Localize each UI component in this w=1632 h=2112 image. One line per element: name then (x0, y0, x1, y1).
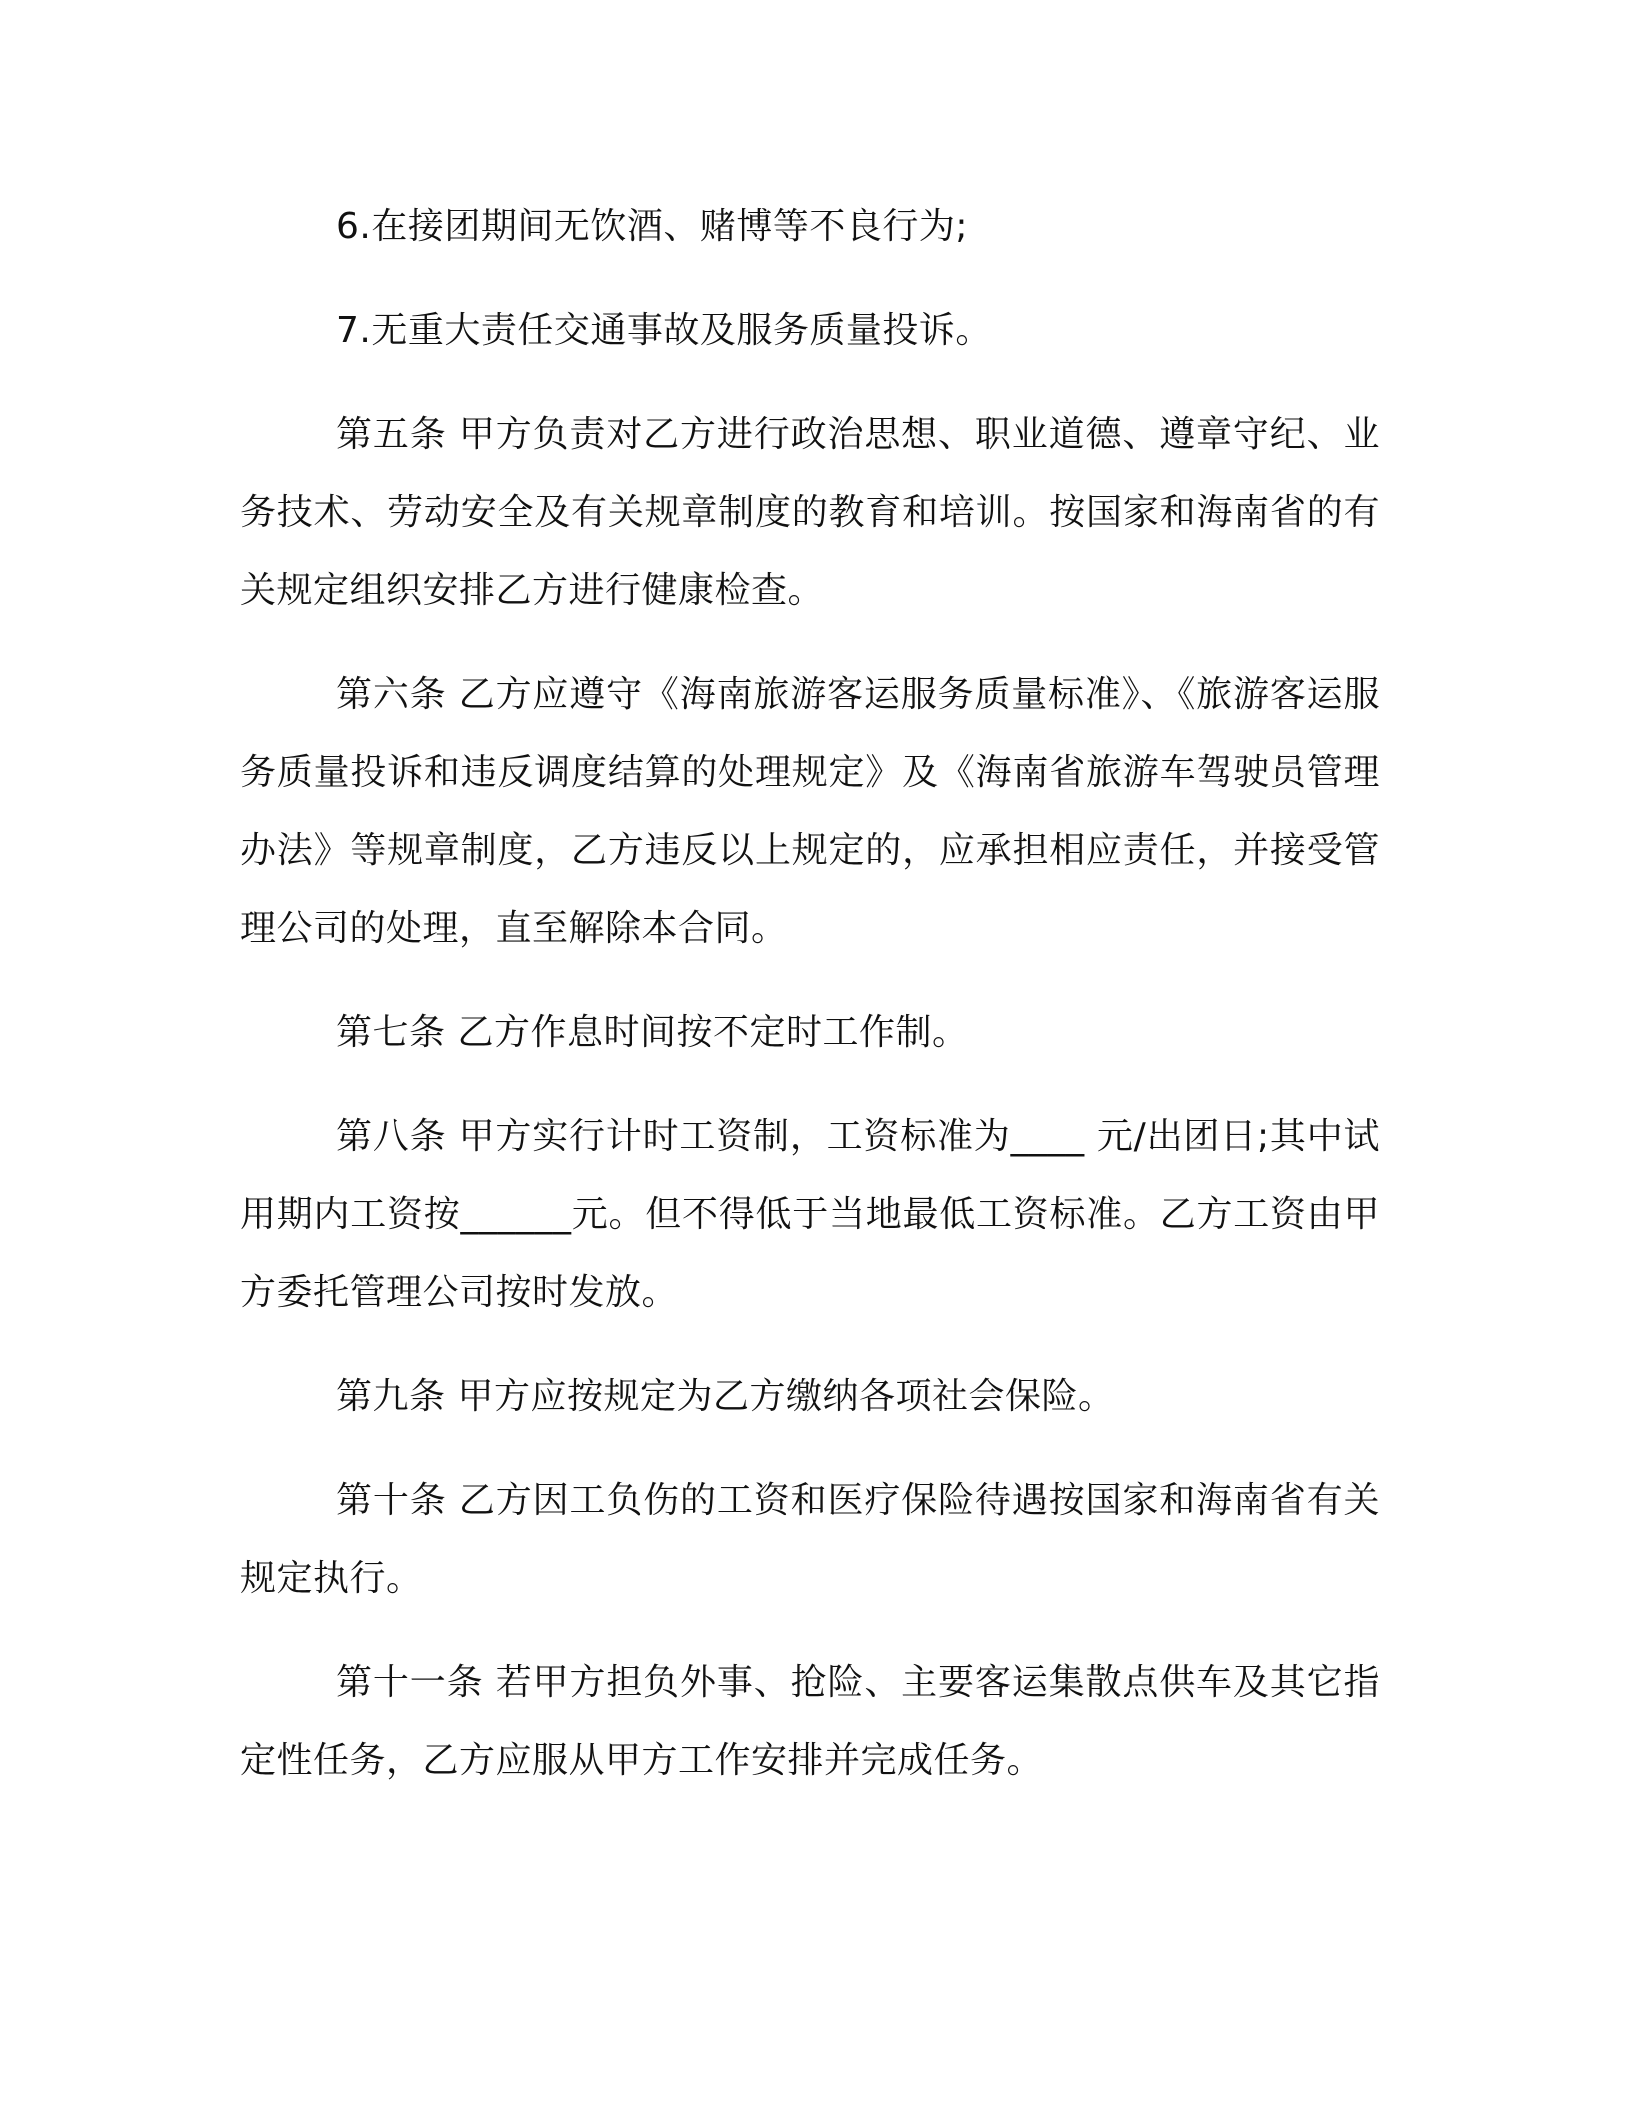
article-9: 第九条 甲方应按规定为乙方缴纳各项社会保险。 (336, 1376, 1115, 1417)
article-5: 第五条 甲方负责对乙方进行政治思想、职业道德、遵章守纪、业务技术、劳动安全及有关规章制度的教育和培训。按国家和海南省的有关规定组织安排乙方进行健康检查。 (240, 414, 1380, 611)
clause-7-item: 7.无重大责任交通事故及服务质量投诉。 (336, 310, 992, 351)
article-7: 第七条 乙方作息时间按不定时工作制。 (336, 1012, 969, 1053)
article-6: 第六条 乙方应遵守《海南旅游客运服务质量标准》、《旅游客运服务质量投诉和违反调度结算的处理规定》及《海南省旅游车驾驶员管理办法》等规章制度，乙方违反以上规定的，应承担相应责任，并接受管理公司的处理，直至解除本合同。 (240, 674, 1380, 949)
article-11: 第十一条 若甲方担负外事、抢险、主要客运集散点供车及其它指定性任务，乙方应服从甲方工作安排并完成任务。 (240, 1662, 1380, 1781)
article-10: 第十条 乙方因工负伤的工资和医疗保险待遇按国家和海南省有关规定执行。 (240, 1480, 1380, 1599)
clause-6-item: 6.在接团期间无饮酒、赌博等不良行为; (336, 206, 968, 247)
document-body (240, 188, 1380, 1826)
article-8: 第八条 甲方实行计时工资制，工资标准为____ 元/出团日;其中试用期内工资按______元。但不得低于当地最低工资标准。乙方工资由甲方委托管理公司按时发放。 (240, 1116, 1380, 1313)
